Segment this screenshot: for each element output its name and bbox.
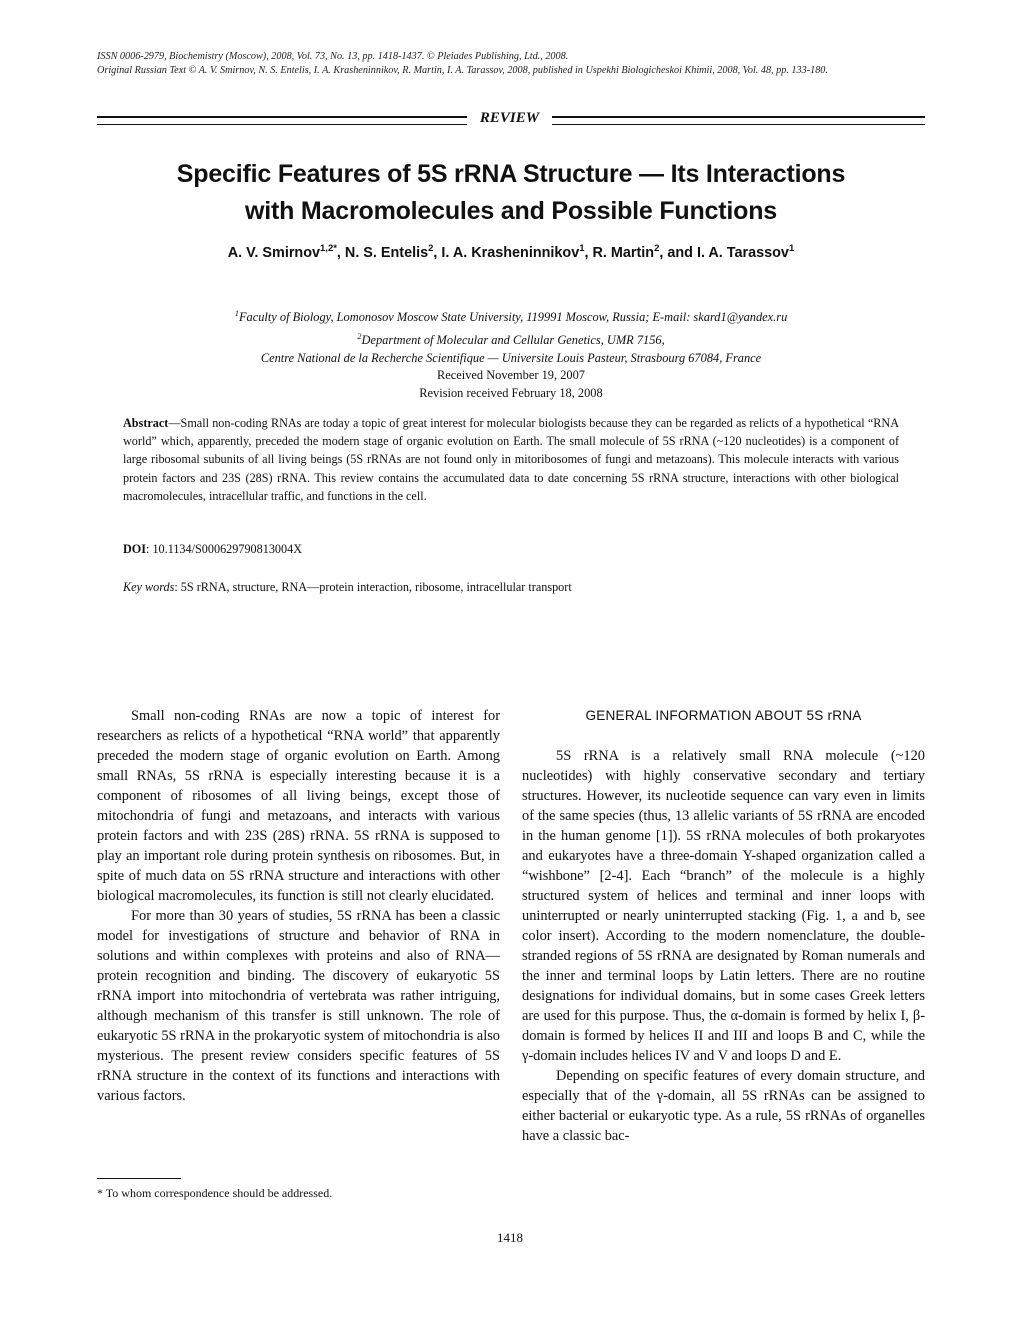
- author-affiliation-marker: 1: [579, 243, 585, 254]
- author-list: [97, 243, 925, 261]
- affiliation-2: [97, 327, 925, 350]
- abstract-text: —Small non-coding RNAs are today a topic of great interest for molecular biologists because they can be regarded as relicts of a hypothetical “RNA world” which, apparently, preceded the modern stage of organic evolution on Earth. The small molecule of 5S rRNA (~120 nucleotides) is a component of large ribosomal subunits of all living beings (5S rRNAs are not found only in mitoribosomes of fungi and metazoans). This molecule interacts with various protein factors and 23S (28S) rRNA. This review contains the accumulated data to date concerning 5S rRNA structure, interactions with other biological macromolecules, intracellular traffic, and functions in the cell.: [123, 416, 899, 503]
- author-separator: ,: [336, 245, 345, 261]
- header-line-1: ISSN 0006-2979, Biochemistry (Moscow), 2008, Vol. 73, No. 13, pp. 1418-1437. © Pleiades Publishing, Ltd., 2008.: [97, 51, 569, 62]
- title-line-2: with Macromolecules and Possible Functions: [245, 197, 777, 225]
- author-name: I. A. Tarassov: [696, 245, 789, 261]
- author-affiliation-marker: 2: [654, 243, 660, 254]
- author-separator: ,: [584, 245, 593, 261]
- author-name: R. Martin: [592, 245, 655, 261]
- rule-right: [552, 116, 925, 125]
- footnote: * To whom correspondence should be addressed.: [97, 1186, 333, 1200]
- title-line-1: Specific Features of 5S rRNA Structure — Its Interactions: [176, 160, 846, 188]
- author-affiliation-marker: 1: [788, 243, 795, 254]
- abstract-label: Abstract: [123, 416, 169, 430]
- rule-left: [97, 116, 467, 125]
- paragraph: 5S rRNA is a relatively small RNA molecule (~120 nucleotides) with highly conservative secondary and tertiary structures. However, its nucleotide sequence can vary even in limits of the same species (thus, 13 allelic variants of 5S rRNA are encoded in the human genome [1]). 5S rRNA molecules of both prokaryotes and eukaryotes have a three-domain Y-shaped organization called a “wishbone” [2-4]. Each “branch” of the molecule is a highly structured system of helices and terminal and inner loops with uninterrupted or nearly uninterrupted stacking (Fig. 1, a and b, see color insert). According to the modern nomenclature, the double-stranded regions of 5S rRNA are designated by Roman numerals and the inner and terminal loops by Latin letters. There are no routine designations for individual domains, but in some cases Greek letters are used for this purpose. Thus, the α-domain is formed by helix I, β-domain is formed by helices II and III and loops B and C, while the γ-domain includes helices IV and V and loops D and E.: [522, 748, 925, 1064]
- affiliation-1: [97, 304, 925, 327]
- keywords-label: Key words: [123, 580, 175, 594]
- article-title: [97, 156, 925, 230]
- body-left-column: [97, 706, 500, 1106]
- page-number: 1418: [497, 1230, 523, 1245]
- dates: [97, 366, 925, 402]
- header-line-2: Original Russian Text © A. V. Smirnov, N. S. Entelis, I. A. Krasheninnikov, R. Martin, I. A. Tarassov, 2008, published in Uspekhi Biologicheskoi Khimii, 2008, Vol. 48, pp. 133-180.: [97, 65, 828, 76]
- affiliation-text: Department of Molecular and Cellular Genetics, UMR 7156,: [361, 332, 665, 347]
- doi-label: DOI: [123, 542, 147, 556]
- body-right-column: [522, 706, 925, 1146]
- received-date: Received November 19, 2007: [437, 368, 585, 382]
- section-label: REVIEW: [479, 110, 540, 126]
- paragraph: Depending on specific features of every domain structure, and especially that of the γ-domain, all 5S rRNAs can be assigned to either bacterial or eukaryotic type. As a rule, 5S rRNAs of organelles have a classic bac-: [522, 1068, 925, 1144]
- revised-date: Revision received February 18, 2008: [419, 386, 603, 400]
- paragraph: For more than 30 years of studies, 5S rRNA has been a classic model for investigations of structure and behavior of RNA in solutions and within complexes with proteins and also of RNA—protein recognition and binding. The discovery of eukaryotic 5S rRNA import into mitochondria of vertebrata was rather intriguing, although mechanism of this transfer is still unknown. The role of eukaryotic 5S rRNA in the prokaryotic system of mitochondria is also mysterious. The present review considers specific features of 5S rRNA structure in the context of its functions and interactions with various factors.: [97, 908, 500, 1104]
- journal-header: [97, 50, 925, 78]
- footnote-rule: [97, 1178, 181, 1179]
- doi-value: : 10.1134/S000629790813004X: [146, 542, 302, 556]
- affiliation-marker: 2: [357, 330, 362, 341]
- author-affiliation-marker: 2: [428, 243, 434, 254]
- author-separator: , and: [659, 245, 697, 261]
- section-heading: GENERAL INFORMATION ABOUT 5S rRNA: [585, 708, 862, 723]
- abstract: [123, 414, 899, 505]
- affiliation-marker: 1: [234, 308, 239, 318]
- doi: [123, 542, 302, 557]
- author-name: N. S. Entelis: [344, 245, 429, 261]
- author-name: A. V. Smirnov: [227, 245, 321, 261]
- affiliation-text: Faculty of Biology, Lomonosov Moscow State University, 119991 Moscow, Russia; E-mail: skard1@yandex.ru: [238, 310, 788, 324]
- keywords: [123, 580, 572, 595]
- affiliation-2-continued: Centre National de la Recherche Scientifique — Universite Louis Pasteur, Strasbourg 67084, France: [260, 351, 762, 366]
- author-name: I. A. Krasheninnikov: [441, 245, 580, 261]
- author-affiliation-marker: 1,2*: [320, 243, 337, 254]
- author-separator: ,: [433, 245, 442, 261]
- keywords-value: : 5S rRNA, structure, RNA—protein interaction, ribosome, intracellular transport: [174, 580, 572, 594]
- paragraph: Small non-coding RNAs are now a topic of interest for researchers as relicts of a hypothetical “RNA world” that apparently preceded the modern stage of organic evolution on Earth. Among small RNAs, 5S rRNA is especially interesting because it is a component of ribosomes of all living beings, except those of mitochondria of fungi and metazoans, and interacts with various protein factors and with 23S (28S) rRNA. 5S rRNA is supposed to play an important role during protein synthesis on ribosomes. But, in spite of much data on 5S rRNA structure and interactions with other biological macromolecules, its function is still not clearly elucidated.: [97, 708, 500, 904]
- affiliations: [97, 304, 925, 368]
- section-rule: [97, 112, 925, 128]
